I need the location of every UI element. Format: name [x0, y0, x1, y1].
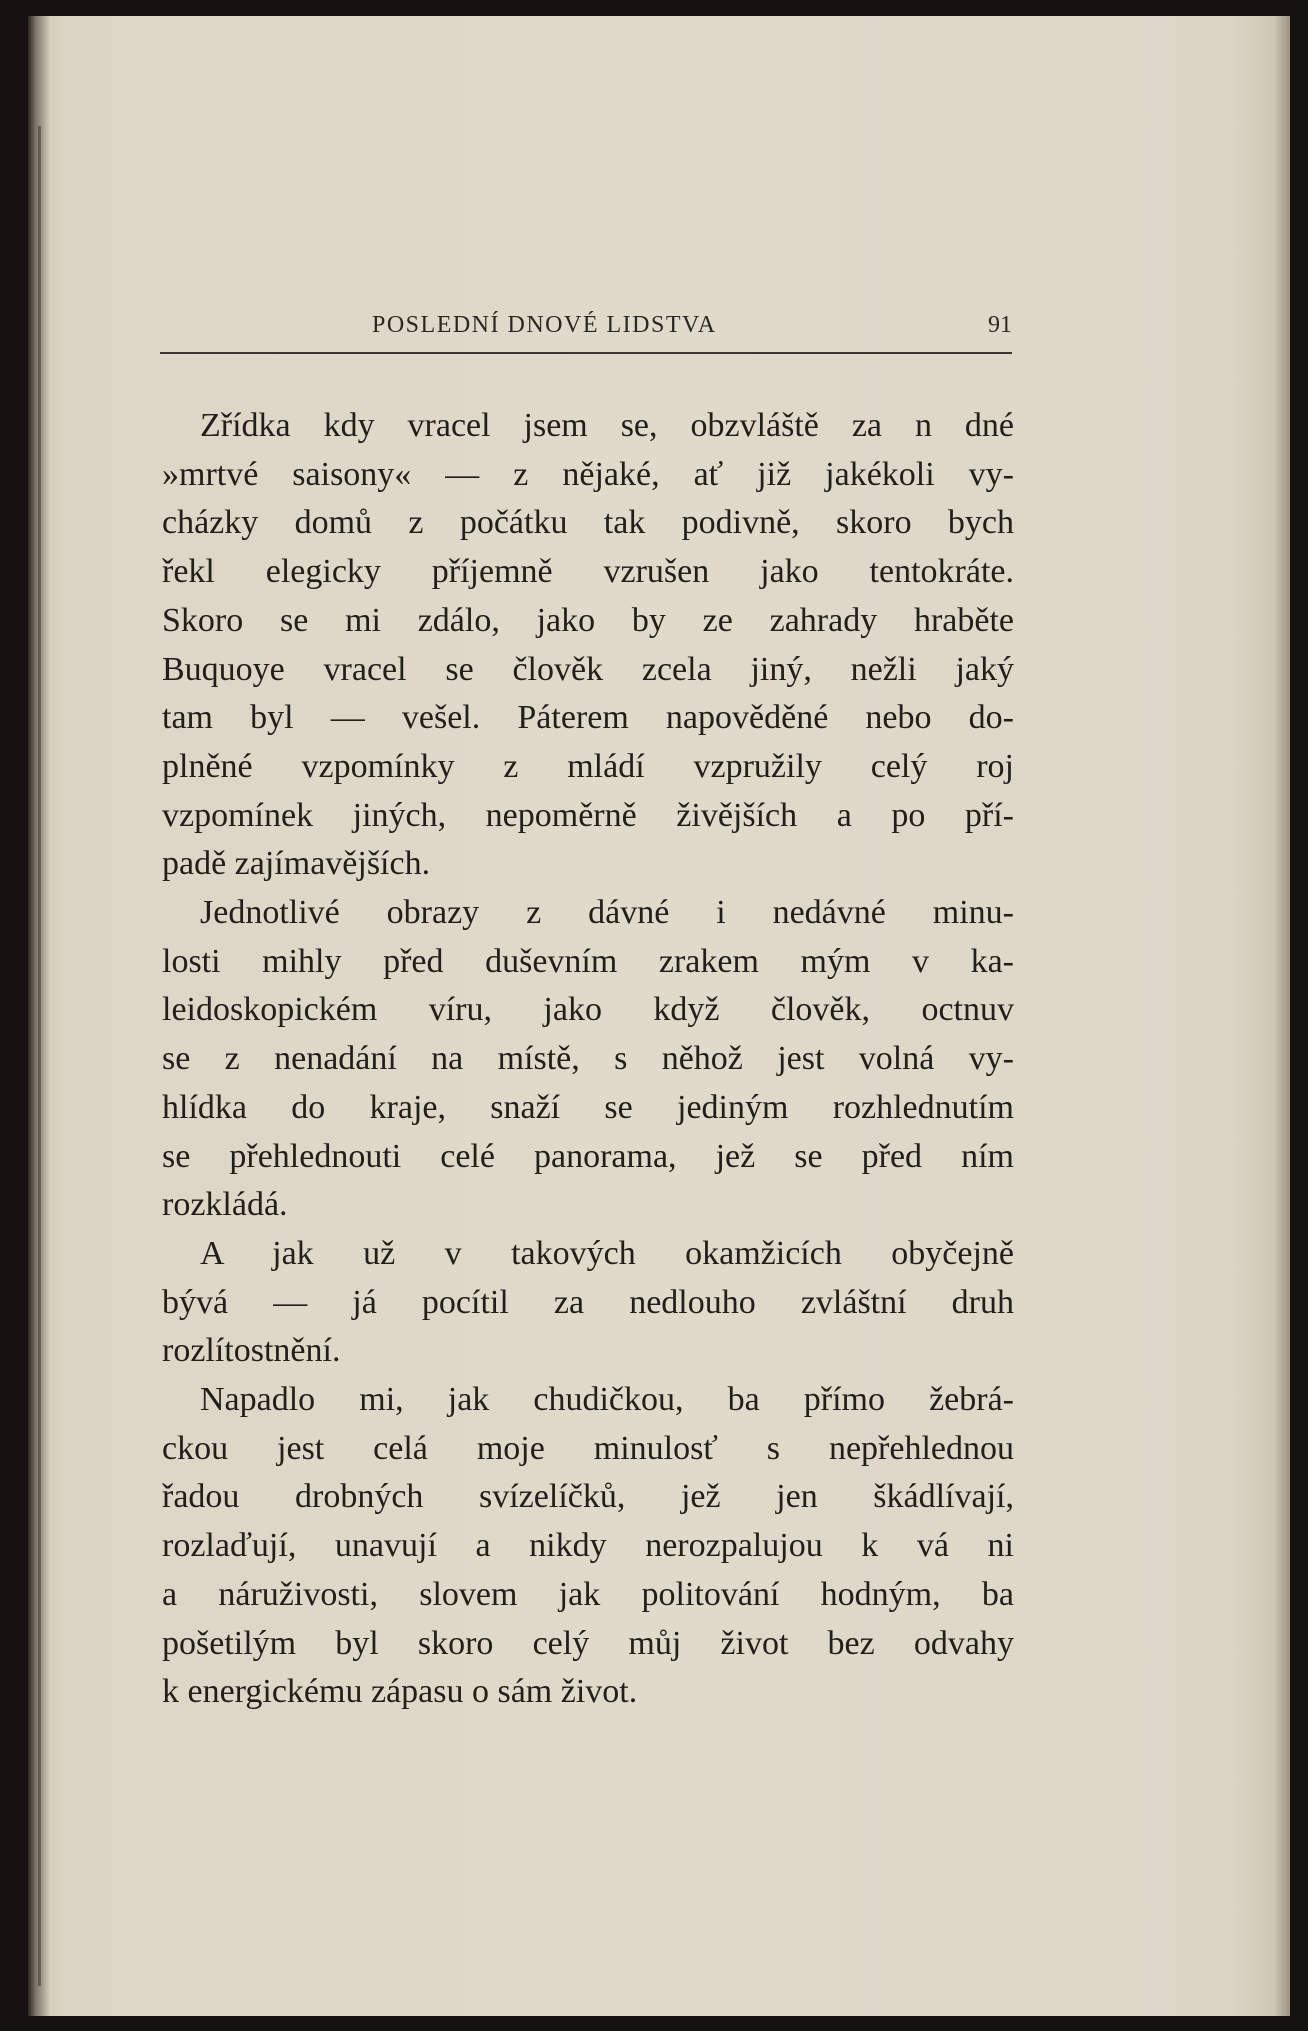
- text-line: k energickému zápasu o sám život.: [162, 1673, 638, 1711]
- text-line: bývá — já pocítil za nedlouho zvláštní druh: [162, 1283, 1014, 1321]
- text-line: a náruživosti, slovem jak politování hodným, ba: [162, 1575, 1014, 1613]
- header-rule: [160, 352, 1012, 354]
- text-line: řadou drobných svízelíčků, jež jen škádlívají,: [162, 1478, 1014, 1516]
- running-title: POSLEDNÍ DNOVÉ LIDSTVA: [372, 312, 717, 338]
- text-line: losti mihly před duševním zrakem mým v ka-: [162, 942, 1014, 980]
- paragraph-2: [162, 889, 1014, 1230]
- text-line: padě zajímavějších.: [162, 845, 431, 883]
- text-line: Jednotlivé obrazy z dávné i nedávné minu-: [200, 894, 1014, 932]
- text-line: hlídka do kraje, snaží se jediným rozhlednutím: [162, 1088, 1014, 1126]
- paragraph-1: [162, 402, 1014, 889]
- text-line: tam byl — vešel. Páterem napověděné nebo do-: [162, 699, 1014, 737]
- text-line: Zřídka kdy vracel jsem se, obzvláště za n dné: [200, 407, 1014, 444]
- text-line: »mrtvé saisony« — z nějaké, ať již jakékoli vy-: [162, 455, 1014, 493]
- text-line: ckou jest celá moje minulosť s nepřehlednou: [162, 1429, 1014, 1467]
- text-line: se z nenadání na místě, s něhož jest volná vy-: [162, 1040, 1014, 1078]
- text-line: rozlaďují, unavují a nikdy nerozpalujou k vá ni: [162, 1527, 1014, 1565]
- text-line: A jak už v takových okamžicích obyčejně: [200, 1234, 1014, 1272]
- text-line: vzpomínek jiných, nepoměrně živějších a po pří-: [162, 796, 1014, 834]
- text-line: řekl elegicky příjemně vzrušen jako tentokráte.: [162, 553, 1014, 591]
- text-line: leidoskopickém víru, jako když člověk, octnuv: [162, 991, 1014, 1029]
- text-line: Napadlo mi, jak chudičkou, ba přímo žebrá-: [200, 1381, 1014, 1419]
- paragraph-3: [162, 1230, 1014, 1376]
- text-line: rozlítostnění.: [162, 1332, 341, 1370]
- page-number: 91: [988, 312, 1012, 338]
- text-line: Skoro se mi zdálo, jako by ze zahrady hraběte: [162, 601, 1014, 639]
- text-line: pošetilým byl skoro celý můj život bez odvahy: [162, 1624, 1014, 1662]
- text-line: cházky domů z počátku tak podivně, skoro bych: [162, 504, 1014, 542]
- text-line: Buquoye vracel se člověk zcela jiný, nežli jaký: [162, 650, 1014, 688]
- gutter-line: [38, 126, 41, 1986]
- running-head: [132, 312, 1012, 352]
- body-text: [162, 402, 1014, 1717]
- text-line: plněné vzpomínky z mládí vzpružily celý roj: [162, 747, 1014, 785]
- text-line: rozkládá.: [162, 1186, 288, 1224]
- text-line: se přehlednouti celé panorama, jež se před ním: [162, 1137, 1014, 1175]
- page-edge-shadow: [1274, 16, 1290, 2016]
- paragraph-4: [162, 1376, 1014, 1717]
